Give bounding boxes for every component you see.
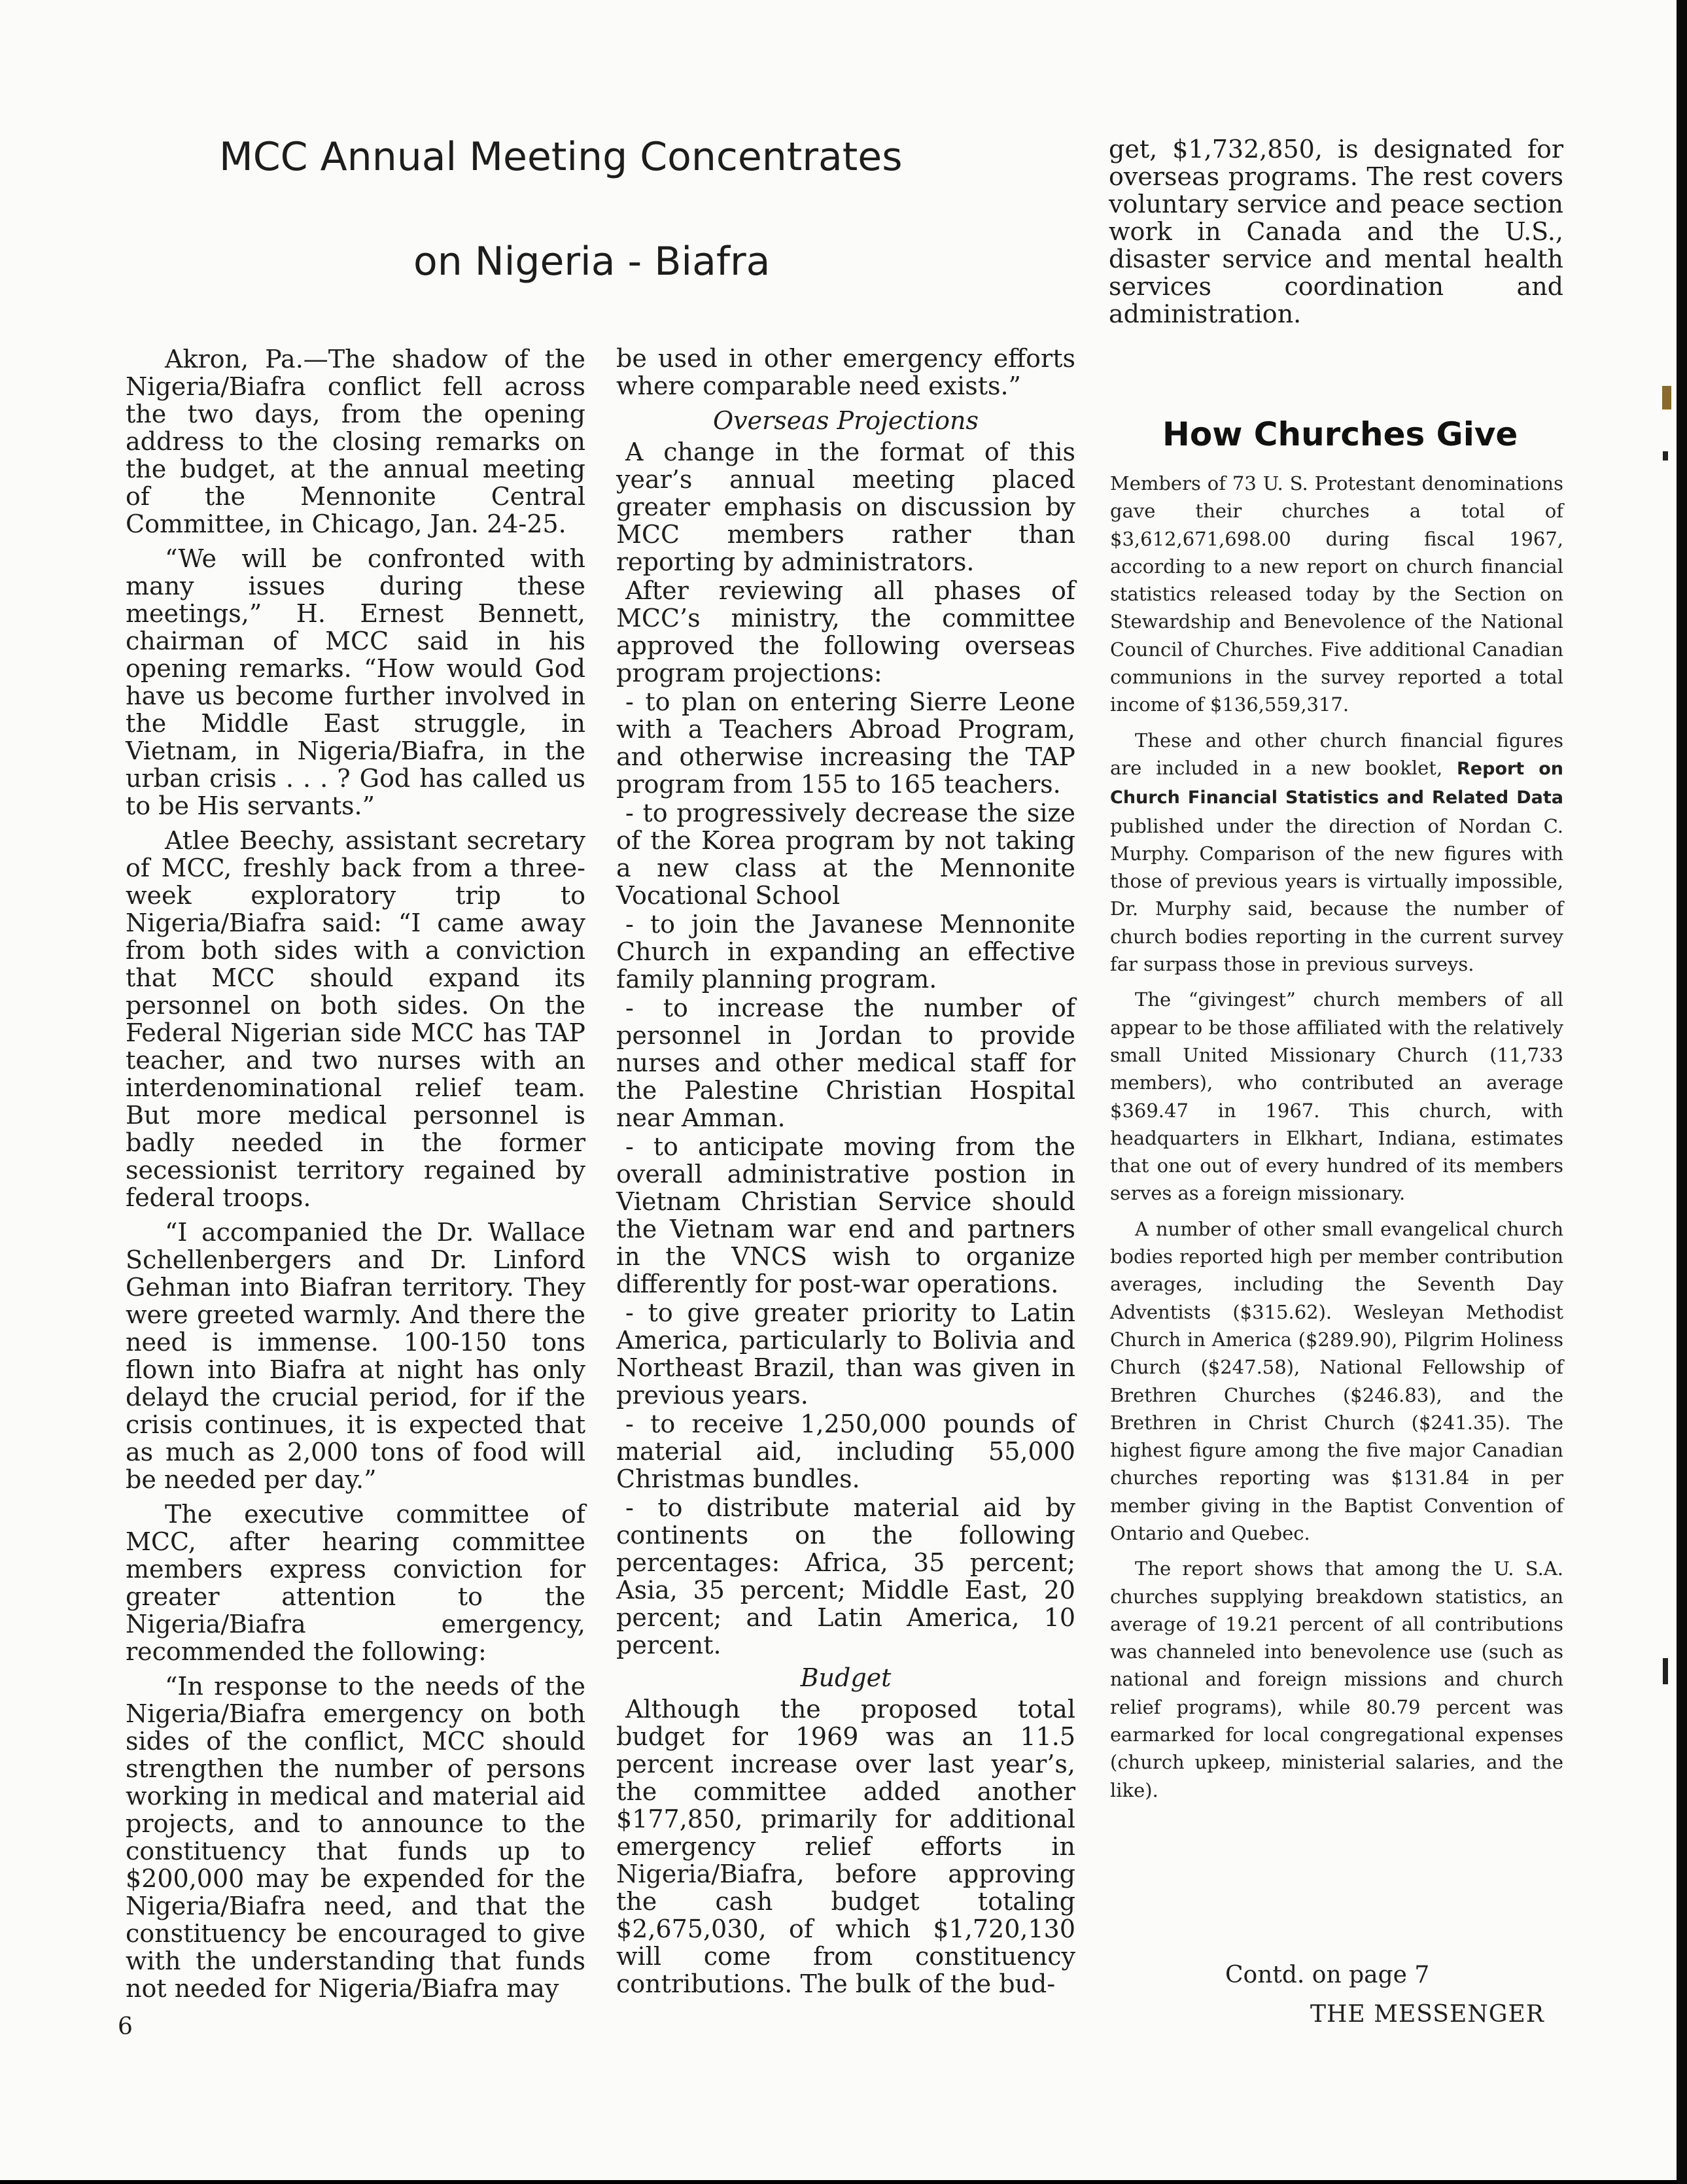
list-item: - to join the Javanese Mennonite Church in expanding an effective family planning program. — [616, 910, 1075, 994]
list-item: - to give greater priority to Latin America, particularly to Bolivia and Northeast Brazil, than was given in previous years. — [616, 1298, 1075, 1410]
paragraph: The “givingest” church members of all appear to be those affiliated with the relatively small United Missionary Church (11,733 members), who contributed an average $369.47 in 1967. This church, with headquarters in Elkhart, Indiana, estimates that one out of every hundred of its members serves as a foreign missionary. — [1110, 988, 1563, 1205]
paragraph: Akron, Pa.—The shadow of the Nigeria/Biafra conflict fell across the two days, from the opening address to the closing remarks on the budget, at the annual meeting of the Mennonite Central Committee, in Chicago, Jan. 24-25. — [126, 345, 585, 538]
article-title-line-1: MCC Annual Meeting Concentrates — [219, 134, 903, 180]
paragraph: “In response to the needs of the Nigeria/Biafra emergency on both sides of the conflict, MCC should strengthen the number of persons working in medical and material aid projects, and to announce to the constituency that funds up to $200,000 may be expended for the Nigeria/Biafra need, and that the constituency be encouraged to give with the understanding that funds not needed for Nigeria/Biafra may — [126, 1672, 585, 2003]
article-column-1 — [126, 345, 585, 2009]
sidebar-how-churches-give — [1110, 470, 1563, 1812]
paragraph: Although the proposed total budget for 1969 was an 11.5 percent increase over last year’s, the committee added another $177,850, primarily for additional emergency relief efforts in Nigeria/Biafra, before approving the cash budget totaling $2,675,030, of which $1,720,130 will come from constituency contributions. The bulk of the bud- — [616, 1695, 1075, 1998]
continued-note: Contd. on page 7 — [1225, 1962, 1430, 1988]
subhead-overseas-projections: Overseas Projections — [713, 406, 979, 435]
list-item: - to plan on entering Sierre Leone with a Teachers Abroad Program, and otherwise increasing the TAP program from 155 to 165 teachers. — [616, 687, 1075, 799]
paragraph — [1110, 727, 1563, 979]
paragraph: Atlee Beechy, assistant secretary of MCC, freshly back from a three-week exploratory trip to Nigeria/Biafra said: “I came away from both sides with a conviction that MCC should expand its personnel on both sides. On the Federal Nigerian side MCC has TAP teacher, and two nurses with an interdenominational relief team. But more medical personnel is badly needed in the former secessionist territory regained by federal troops. — [126, 826, 585, 1212]
list-item: - to increase the number of personnel in Jordan to provide nurses and other medical staff for the Palestine Christian Hospital near Amman. — [616, 994, 1075, 1132]
page-number: 6 — [118, 2013, 133, 2040]
list-item: - to distribute material aid by continents on the following percentages: Africa, 35 percent; Asia, 35 percent; Middle East, 20 percent; and Latin America, 10 percent. — [616, 1493, 1075, 1659]
scan-mark — [1663, 451, 1668, 460]
text: published under the direction of Nordan C. Murphy. Comparison of the new figures with those of previous years is virtually impossible, Dr. Murphy said, because the number of church bodies reporting in the current survey far surpass those in previous surveys. — [1110, 814, 1563, 976]
paragraph: be used in other emergency efforts where comparable need exists.” — [616, 344, 1075, 400]
list-item: - to receive 1,250,000 pounds of material aid, including 55,000 Christmas bundles. — [616, 1410, 1075, 1493]
booklet-title: Report on Church Financial Statistics and Related Data — [1110, 758, 1563, 808]
subhead-budget: Budget — [800, 1663, 892, 1692]
paragraph: After reviewing all phases of MCC’s ministry, the committee approved the following overseas program projections: — [616, 576, 1075, 687]
paragraph: The report shows that among the U. S.A. churches supplying breakdown statistics, an average of 19.21 percent of all contributions was channeled into benevolence use (such as national and foreign missions and church relief programs), while 80.79 percent was earmarked for local congregational expenses (church upkeep, ministerial salaries, and the like). — [1110, 1557, 1563, 1801]
scan-border — [1677, 0, 1687, 2184]
paragraph: A change in the format of this year’s annual meeting placed greater emphasis on discussion by MCC members rather than reporting by administrators. — [616, 438, 1075, 576]
paragraph: Members of 73 U. S. Protestant denominations gave their churches a total of $3,612,671,698.00 during fiscal 1967, according to a new report on church financial statistics released today by the Section on Stewardship and Benevolence of the National Council of Churches. Five additional Canadian communions in the survey reported a total income of $136,559,317. — [1110, 472, 1563, 716]
sidebar-title: How Churches Give — [1162, 415, 1518, 453]
list-item: - to progressively decrease the size of the Korea program by not taking a new class at the Mennonite Vocational School — [616, 799, 1075, 910]
paragraph: The executive committee of MCC, after hearing committee members express conviction for greater attention to the Nigeria/Biafra emergency, recommended the following: — [126, 1500, 585, 1666]
publication-name: THE MESSENGER — [1310, 2001, 1544, 2028]
article-title-line-2: on Nigeria - Biafra — [413, 239, 771, 285]
scan-mark — [1663, 1658, 1668, 1684]
article-column-2 — [616, 345, 1075, 2005]
text: These and other church financial figures are included in a new booklet, — [1110, 729, 1563, 779]
article-column-3-continuation — [1109, 135, 1563, 328]
paragraph: get, $1,732,850, is designated for overseas programs. The rest covers voluntary service and peace section work in Canada and the U.S., disaster service and mental health services coordination and administration. — [1109, 135, 1563, 328]
paragraph: A number of other small evangelical church bodies reported high per member contribution averages, including the Seventh Day Adventists ($315.62). Wesleyan Methodist Church in America ($289.90), Pilgrim Holiness Church ($247.58), National Fellowship of Brethren Churches ($246.83), and the Brethren in Christ Church ($241.35). The highest figure among the five major Canadian churches reporting was $131.84 in per member giving in the Baptist Convention of Ontario and Quebec. — [1110, 1217, 1563, 1544]
list-item: - to anticipate moving from the overall administrative postion in Vietnam Christian Service should the Vietnam war end and partners in the VNCS wish to organize differently for post-war operations. — [616, 1132, 1075, 1298]
paragraph: “We will be confronted with many issues during these meetings,” H. Ernest Bennett, chairman of MCC said in his opening remarks. “How would God have us become further involved in the Middle East struggle, in Vietnam, in Nigeria/Biafra, in the urban crisis . . . ? God has called us to be His servants.” — [126, 544, 585, 820]
paragraph: “I accompanied the Dr. Wallace Schellenbergers and Dr. Linford Gehman into Biafran territory. They were greeted warmly. And there the need is immense. 100-150 tons flown into Biafra at night has only delayd the crucial period, for if the crisis continues, it is expected that as much as 2,000 tons of food will be needed per day.” — [126, 1218, 585, 1494]
scan-mark — [1662, 386, 1671, 409]
